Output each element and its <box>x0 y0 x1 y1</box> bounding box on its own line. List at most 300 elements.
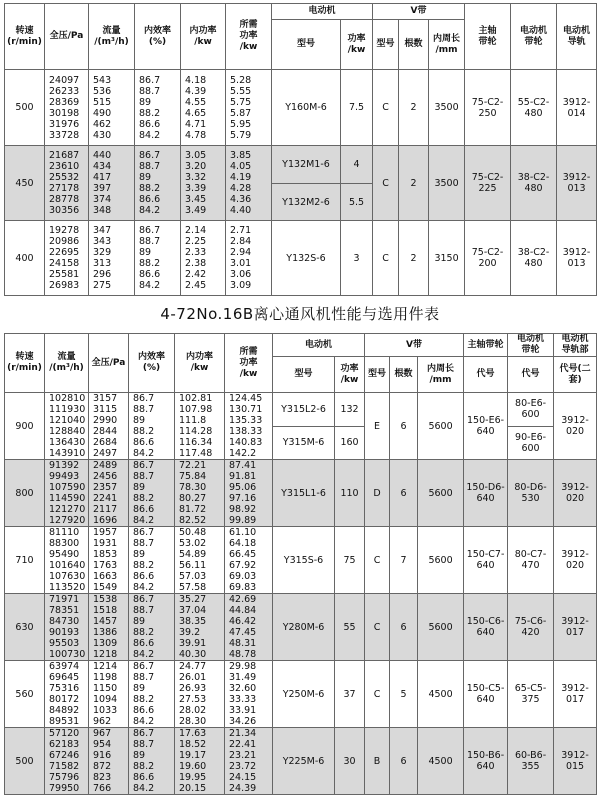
main-pulley-cell: 150-C7-640 <box>464 527 508 594</box>
efficiency-cell-value: 86.7 <box>133 661 155 672</box>
motor-model-cell: Y160M-6 <box>272 70 341 146</box>
power-cell-value: 28.02 <box>179 705 207 716</box>
power-cell <box>181 221 226 296</box>
efficiency-cell-value: 86.7 <box>133 527 155 538</box>
main-pulley-cell: 150-C5-640 <box>464 661 508 728</box>
motor-pulley-cell: 55-C2-480 <box>511 70 557 146</box>
power-cell-value: 2.33 <box>185 247 207 258</box>
header-pressure: 全压/Pa <box>89 334 129 393</box>
speed-cell: 500 <box>5 728 45 795</box>
motor-power-cell: 5.5 <box>341 184 373 221</box>
header-belt-length: 内周长 /mm <box>418 357 464 393</box>
speed-cell: 450 <box>5 146 45 221</box>
header-main-pulley: 主轴带轮 <box>464 334 508 357</box>
header-motor: 电动机 <box>273 334 365 357</box>
power-cell-value: 57.58 <box>179 582 207 593</box>
flow-cell-value: 343 <box>93 236 112 247</box>
motor-pulley-cell: 60-B6-355 <box>508 728 554 795</box>
efficiency-cell <box>135 146 181 221</box>
pressure-cell-value: 21687 <box>49 150 80 161</box>
required-power-cell-value: 97.16 <box>229 493 257 504</box>
required-power-cell-value: 61.10 <box>229 527 257 538</box>
efficiency-cell-value: 86.6 <box>133 705 155 716</box>
efficiency-cell-value: 86.6 <box>133 772 155 783</box>
power-cell-value: 4.18 <box>185 74 207 86</box>
pressure-cell-value: 3115 <box>93 404 118 415</box>
power-cell-value: 116.34 <box>179 437 213 448</box>
pressure-cell-value: 1549 <box>93 582 118 593</box>
required-power-cell-value: 47.45 <box>229 627 257 638</box>
belt-length-cell: 5600 <box>418 460 464 527</box>
motor-pulley-cell: 38-C2-480 <box>511 146 557 221</box>
pressure-cell-value: 954 <box>93 739 112 750</box>
header-main-pulley-code: 代号 <box>464 357 508 393</box>
efficiency-cell-value: 88.2 <box>139 107 161 119</box>
power-cell-value: 19.17 <box>179 750 207 761</box>
power-cell-value: 3.32 <box>185 172 207 183</box>
pressure-cell-value: 1931 <box>93 538 118 549</box>
flow-cell-value: 80172 <box>49 694 80 705</box>
efficiency-cell <box>135 221 181 296</box>
flow-cell-value: 430 <box>93 129 112 141</box>
flow-cell-value: 79950 <box>49 783 80 794</box>
motor-pulley-cell: 38-C2-480 <box>511 221 557 296</box>
efficiency-cell-value: 88.2 <box>139 258 161 269</box>
required-power-cell-value: 142.2 <box>229 448 257 459</box>
pressure-cell-value: 26233 <box>49 85 80 97</box>
required-power-cell-value: 138.33 <box>229 426 263 437</box>
required-power-cell-value: 66.45 <box>229 549 257 560</box>
belt-model-cell: C <box>373 221 399 296</box>
required-power-cell <box>225 728 273 795</box>
motor-power-cell: 55 <box>335 594 365 661</box>
header-motor-pulley-code: 代号 <box>508 357 554 393</box>
required-power-cell-value: 22.41 <box>229 739 257 750</box>
header-motor-model: 型号 <box>273 357 335 393</box>
required-power-cell-value: 23.72 <box>229 761 257 772</box>
required-power-cell-value: 87.41 <box>229 460 257 471</box>
flow-cell-value: 71582 <box>49 761 80 772</box>
main-pulley-cell: 150-C6-640 <box>464 594 508 661</box>
efficiency-cell-value: 86.7 <box>139 74 161 86</box>
belt-length-cell: 5600 <box>418 527 464 594</box>
pressure-cell-value: 766 <box>93 783 112 794</box>
efficiency-cell-value: 84.2 <box>139 280 161 291</box>
required-power-cell-value: 3.09 <box>230 280 252 291</box>
header-motor-model: 型号 <box>272 20 341 70</box>
power-cell-value: 50.48 <box>179 527 207 538</box>
power-cell-value: 28.30 <box>179 716 207 727</box>
belt-length-cell: 4500 <box>418 661 464 728</box>
table-row <box>5 221 597 296</box>
header-required-power: 所需 功率 /kw <box>226 4 272 70</box>
power-cell <box>175 527 225 594</box>
power-cell <box>175 728 225 795</box>
header-belt-count: 根数 <box>399 20 429 70</box>
efficiency-cell-value: 88.2 <box>133 694 155 705</box>
pressure-cell-value: 2990 <box>93 415 118 426</box>
pressure-cell-value: 1309 <box>93 638 118 649</box>
required-power-cell-value: 42.69 <box>229 594 257 605</box>
table-row <box>5 146 597 184</box>
pressure-cell-value: 24097 <box>49 74 80 86</box>
belt-count-cell: 7 <box>390 527 418 594</box>
header-internal-power: 内功率 /kw <box>175 334 225 393</box>
power-cell <box>181 70 226 146</box>
required-power-cell-value: 23.21 <box>229 750 257 761</box>
flow-cell-value: 143910 <box>49 448 86 459</box>
power-cell-value: 27.53 <box>179 694 207 705</box>
flow-cell-value: 462 <box>93 118 112 130</box>
pressure-cell-value: 2489 <box>93 460 118 471</box>
flow-cell-value: 95490 <box>49 549 80 560</box>
pressure-cell <box>45 146 89 221</box>
header-flow: 流量 /(m³/h) <box>45 334 89 393</box>
flow-cell-value: 99493 <box>49 471 80 482</box>
efficiency-cell <box>129 728 175 795</box>
required-power-cell-value: 3.85 <box>230 150 252 161</box>
efficiency-cell-value: 84.2 <box>139 205 161 216</box>
power-cell-value: 2.14 <box>185 225 207 236</box>
efficiency-cell-value: 86.6 <box>133 571 155 582</box>
efficiency-cell-value: 84.2 <box>133 649 155 660</box>
speed-cell: 800 <box>5 460 45 527</box>
required-power-cell-value: 33.33 <box>229 694 257 705</box>
power-cell-value: 53.02 <box>179 538 207 549</box>
flow-cell-value: 102810 <box>49 393 86 404</box>
required-power-cell-value: 4.05 <box>230 161 252 172</box>
power-cell-value: 3.20 <box>185 161 207 172</box>
efficiency-cell-value: 84.2 <box>133 582 155 593</box>
efficiency-cell-value: 86.7 <box>139 225 161 236</box>
flow-cell-value: 62183 <box>49 739 80 750</box>
required-power-cell-value: 24.39 <box>229 783 257 794</box>
power-cell-value: 19.95 <box>179 772 207 783</box>
flow-cell <box>45 661 89 728</box>
belt-count-cell: 6 <box>390 594 418 661</box>
flow-cell-value: 75316 <box>49 683 80 694</box>
efficiency-cell-value: 88.7 <box>133 672 155 683</box>
motor-rail-cell: 3912-015 <box>554 728 597 795</box>
flow-cell-value: 313 <box>93 258 112 269</box>
pressure-cell-value: 27178 <box>49 183 80 194</box>
table-row <box>5 728 597 795</box>
efficiency-cell-value: 88.7 <box>133 538 155 549</box>
pressure-cell-value: 2117 <box>93 504 118 515</box>
motor-pulley-cell: 65-C5-375 <box>508 661 554 728</box>
pressure-cell-value: 872 <box>93 761 112 772</box>
pressure-cell-value: 3157 <box>93 393 118 404</box>
required-power-cell <box>226 221 272 296</box>
belt-count-cell: 2 <box>399 70 429 146</box>
efficiency-cell-value: 86.6 <box>133 437 155 448</box>
pressure-cell <box>45 221 89 296</box>
header-vbelt: V带 <box>365 334 464 357</box>
required-power-cell-value: 2.84 <box>230 236 252 247</box>
efficiency-cell-value: 88.7 <box>139 161 161 172</box>
required-power-cell-value: 29.98 <box>229 661 257 672</box>
belt-count-cell: 2 <box>399 146 429 221</box>
pressure-cell-value: 962 <box>93 716 112 727</box>
motor-rail-cell: 3912-013 <box>557 221 597 296</box>
header-belt-length: 内周长 /mm <box>429 20 465 70</box>
header-belt-model: 型号 <box>365 357 390 393</box>
efficiency-cell-value: 89 <box>133 549 146 560</box>
flow-cell <box>89 221 135 296</box>
motor-model-cell: Y315M-6 <box>273 426 335 460</box>
header-belt-model: 型号 <box>373 20 399 70</box>
required-power-cell-value: 124.45 <box>229 393 263 404</box>
required-power-cell-value: 5.95 <box>230 118 252 130</box>
power-cell-value: 4.78 <box>185 129 207 141</box>
flow-cell-value: 69645 <box>49 672 80 683</box>
pressure-cell-value: 1538 <box>93 594 118 605</box>
flow-cell-value: 95503 <box>49 638 80 649</box>
flow-cell-value: 63974 <box>49 661 80 672</box>
speed-cell: 710 <box>5 527 45 594</box>
flow-cell-value: 111930 <box>49 404 86 415</box>
efficiency-cell-value: 84.2 <box>133 515 155 526</box>
power-cell-value: 39.2 <box>179 627 201 638</box>
flow-cell-value: 127920 <box>49 515 86 526</box>
required-power-cell-value: 31.49 <box>229 672 257 683</box>
motor-power-cell: 4 <box>341 146 373 184</box>
required-power-cell-value: 4.19 <box>230 172 252 183</box>
efficiency-cell-value: 88.7 <box>139 236 161 247</box>
belt-model-cell: D <box>365 460 390 527</box>
flow-cell-value: 543 <box>93 74 112 86</box>
pressure-cell-value: 1957 <box>93 527 118 538</box>
motor-power-cell: 3 <box>341 221 373 296</box>
table-title: 4-72No.16B离心通风机性能与选用件表 <box>160 305 440 323</box>
pressure-cell-value: 1763 <box>93 560 118 571</box>
speed-cell: 630 <box>5 594 45 661</box>
pressure-cell <box>89 460 129 527</box>
required-power-cell-value: 99.89 <box>229 515 257 526</box>
efficiency-cell-value: 89 <box>133 482 146 493</box>
pressure-cell <box>89 728 129 795</box>
efficiency-cell-value: 89 <box>133 616 146 627</box>
power-cell <box>175 393 225 460</box>
efficiency-cell-value: 86.7 <box>133 594 155 605</box>
main-pulley-cell: 150-B6-640 <box>464 728 508 795</box>
efficiency-cell-value: 89 <box>133 750 146 761</box>
pressure-cell-value: 1094 <box>93 694 118 705</box>
main-pulley-cell: 75-C2-225 <box>465 146 511 221</box>
required-power-cell-value: 4.36 <box>230 194 252 205</box>
power-cell-value: 80.27 <box>179 493 207 504</box>
flow-cell-value: 101640 <box>49 560 86 571</box>
power-cell-value: 26.93 <box>179 683 207 694</box>
belt-length-cell: 5600 <box>418 594 464 661</box>
efficiency-cell-value: 86.6 <box>139 194 161 205</box>
efficiency-cell-value: 89 <box>139 247 152 258</box>
pressure-cell <box>45 70 89 146</box>
main-pulley-cell: 150-D6-640 <box>464 460 508 527</box>
flow-cell <box>45 527 89 594</box>
required-power-cell-value: 3.01 <box>230 258 252 269</box>
power-cell-value: 38.35 <box>179 616 207 627</box>
belt-length-cell: 3500 <box>429 70 465 146</box>
efficiency-cell-value: 88.2 <box>139 183 161 194</box>
belt-count-cell: 6 <box>390 728 418 795</box>
flow-cell-value: 440 <box>93 150 112 161</box>
flow-cell-value: 88300 <box>49 538 80 549</box>
power-cell-value: 4.55 <box>185 96 207 108</box>
motor-power-cell: 132 <box>335 393 365 427</box>
pressure-cell-value: 26983 <box>49 280 80 291</box>
pressure-cell-value: 1663 <box>93 571 118 582</box>
efficiency-cell-value: 84.2 <box>139 129 161 141</box>
pressure-cell-value: 1518 <box>93 605 118 616</box>
table-row <box>5 393 597 427</box>
power-cell-value: 3.05 <box>185 150 207 161</box>
required-power-cell-value: 34.26 <box>229 716 257 727</box>
pressure-cell-value: 22695 <box>49 247 80 258</box>
efficiency-cell-value: 88.2 <box>133 493 155 504</box>
efficiency-cell-value: 88.2 <box>133 761 155 772</box>
power-cell-value: 3.49 <box>185 205 207 216</box>
table-row <box>5 527 597 594</box>
motor-power-cell: 7.5 <box>341 70 373 146</box>
motor-rail-cell: 3912-017 <box>554 661 597 728</box>
required-power-cell-value: 48.78 <box>229 649 257 660</box>
efficiency-cell <box>129 661 175 728</box>
motor-rail-cell: 3912-020 <box>554 393 597 460</box>
efficiency-cell-value: 84.2 <box>133 716 155 727</box>
pressure-cell-value: 2241 <box>93 493 118 504</box>
motor-model-cell: Y280M-6 <box>273 594 335 661</box>
required-power-cell-value: 3.06 <box>230 269 252 280</box>
required-power-cell-value: 64.18 <box>229 538 257 549</box>
pressure-cell-value: 30198 <box>49 107 80 119</box>
flow-cell-value: 275 <box>93 280 112 291</box>
power-cell-value: 54.89 <box>179 549 207 560</box>
required-power-cell <box>225 594 273 661</box>
flow-cell <box>89 70 135 146</box>
pressure-cell-value: 2357 <box>93 482 118 493</box>
pressure-cell-value: 967 <box>93 728 112 739</box>
power-cell <box>175 460 225 527</box>
required-power-cell <box>225 460 273 527</box>
pressure-cell-value: 1198 <box>93 672 118 683</box>
motor-model-cell: Y132M2-6 <box>272 184 341 221</box>
efficiency-cell-value: 88.2 <box>133 426 155 437</box>
required-power-cell-value: 98.92 <box>229 504 257 515</box>
power-cell-value: 2.45 <box>185 280 207 291</box>
power-cell-value: 18.52 <box>179 739 207 750</box>
efficiency-cell <box>129 527 175 594</box>
power-cell-value: 19.60 <box>179 761 207 772</box>
motor-model-cell: Y132M1-6 <box>272 146 341 184</box>
motor-rail-cell: 3912-020 <box>554 527 597 594</box>
required-power-cell-value: 21.34 <box>229 728 257 739</box>
flow-cell-value: 107590 <box>49 482 86 493</box>
motor-power-cell: 160 <box>335 426 365 460</box>
required-power-cell-value: 130.71 <box>229 404 263 415</box>
pressure-cell-value: 1386 <box>93 627 118 638</box>
belt-model-cell: C <box>373 146 399 221</box>
header-internal-power: 内功率 /kw <box>181 4 226 70</box>
power-cell-value: 56.11 <box>179 560 207 571</box>
belt-length-cell: 4500 <box>418 728 464 795</box>
power-cell-value: 117.48 <box>179 448 213 459</box>
header-pressure: 全压/Pa <box>45 4 89 70</box>
belt-length-cell: 3150 <box>429 221 465 296</box>
pressure-cell-value: 1214 <box>93 661 118 672</box>
required-power-cell-value: 5.75 <box>230 96 252 108</box>
power-cell-value: 75.84 <box>179 471 207 482</box>
power-cell-value: 24.77 <box>179 661 207 672</box>
belt-model-cell: C <box>365 594 390 661</box>
flow-cell-value: 71971 <box>49 594 80 605</box>
flow-cell-value: 434 <box>93 161 112 172</box>
motor-power-cell: 30 <box>335 728 365 795</box>
header-speed: 转速 (r/min) <box>5 4 45 70</box>
table-row <box>5 70 597 146</box>
efficiency-cell <box>129 594 175 661</box>
required-power-cell-value: 91.81 <box>229 471 257 482</box>
motor-model-cell: Y315S-6 <box>273 527 335 594</box>
efficiency-cell-value: 88.7 <box>139 85 161 97</box>
efficiency-cell <box>135 70 181 146</box>
speed-cell: 900 <box>5 393 45 460</box>
pressure-cell-value: 33728 <box>49 129 80 141</box>
required-power-cell <box>225 527 273 594</box>
flow-cell-value: 348 <box>93 205 112 216</box>
flow-cell-value: 515 <box>93 96 112 108</box>
flow-cell-value: 89531 <box>49 716 80 727</box>
belt-model-cell: B <box>365 728 390 795</box>
pressure-cell-value: 1457 <box>93 616 118 627</box>
flow-cell-value: 91392 <box>49 460 80 471</box>
efficiency-cell-value: 86.6 <box>139 269 161 280</box>
belt-model-cell: E <box>365 393 390 460</box>
required-power-cell-value: 46.42 <box>229 616 257 627</box>
efficiency-cell-value: 86.7 <box>133 460 155 471</box>
flow-cell-value: 417 <box>93 172 112 183</box>
motor-model-cell: Y315L1-6 <box>273 460 335 527</box>
required-power-cell-value: 4.40 <box>230 205 252 216</box>
required-power-cell-value: 5.79 <box>230 129 252 141</box>
flow-cell-value: 90193 <box>49 627 80 638</box>
motor-model-cell: Y250M-6 <box>273 661 335 728</box>
main-pulley-cell: 75-C2-200 <box>465 221 511 296</box>
efficiency-cell-value: 88.7 <box>133 404 155 415</box>
flow-cell <box>45 460 89 527</box>
power-cell-value: 20.15 <box>179 783 207 794</box>
flow-cell-value: 75796 <box>49 772 80 783</box>
belt-length-cell: 5600 <box>418 393 464 460</box>
header-belt-count: 根数 <box>390 357 418 393</box>
header-motor-power: 功率 /kw <box>341 20 373 70</box>
required-power-cell-value: 48.31 <box>229 638 257 649</box>
efficiency-cell-value: 88.7 <box>133 739 155 750</box>
pressure-cell-value: 2684 <box>93 437 118 448</box>
main-pulley-cell: 75-C2-250 <box>465 70 511 146</box>
flow-cell-value: 121040 <box>49 415 86 426</box>
required-power-cell <box>225 393 273 460</box>
header-flow: 流量 /(m³/h) <box>89 4 135 70</box>
pressure-cell-value: 23610 <box>49 161 80 172</box>
required-power-cell-value: 32.60 <box>229 683 257 694</box>
header-motor-power: 功率 /kw <box>335 357 365 393</box>
required-power-cell-value: 69.03 <box>229 571 257 582</box>
flow-cell-value: 128840 <box>49 426 86 437</box>
flow-cell-value: 397 <box>93 183 112 194</box>
belt-count-cell: 6 <box>390 393 418 460</box>
belt-length-cell: 3500 <box>429 146 465 221</box>
